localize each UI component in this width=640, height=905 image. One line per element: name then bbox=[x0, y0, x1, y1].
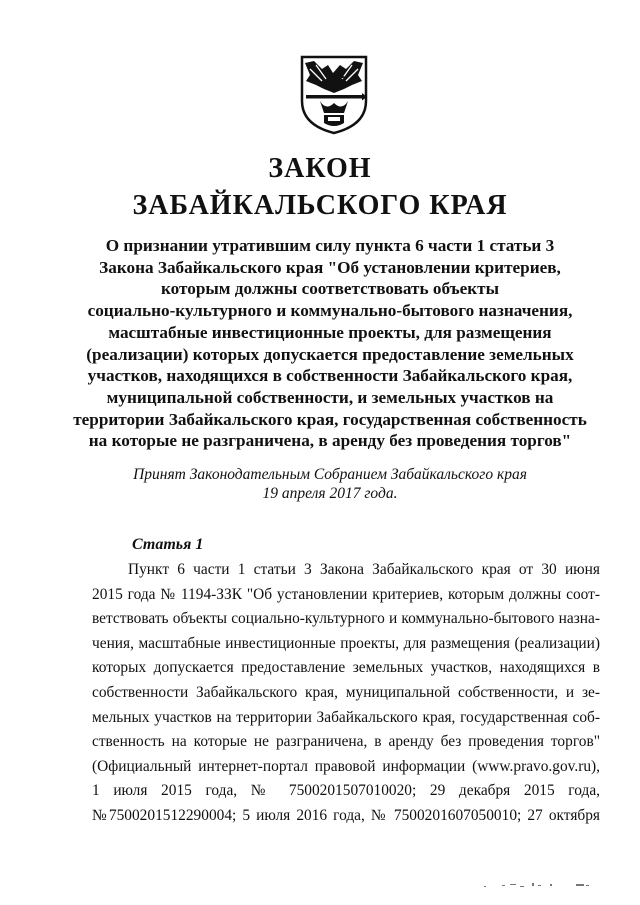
article-line: которых допускается предоставление земельных участков, находящихся в bbox=[92, 659, 600, 677]
article-line: ветствовать объекты социально-культурного и коммунально-бытового назна- bbox=[92, 610, 600, 628]
article-line: (Официальный интернет-портал правовой информации (www.pravo.gov.ru), bbox=[92, 757, 600, 775]
law-subtitle bbox=[60, 235, 600, 452]
subtitle-line: муниципальной собственности, и земельных участков на bbox=[106, 387, 554, 407]
article-line: чения, масштабные инвестиционные проекты, для размещения (реализации) bbox=[92, 634, 600, 652]
subtitle-line: на которые не разграничена, в аренду без проведения торгов" bbox=[88, 431, 572, 451]
adoption-date: 19 апреля 2017 года. bbox=[262, 485, 398, 502]
subtitle-line: территории Забайкальского края, государственная собственность bbox=[73, 409, 587, 429]
coat-of-arms-eagle-icon bbox=[300, 55, 368, 135]
adoption-note bbox=[60, 465, 600, 503]
subtitle-line: которым должны соответствовать объекты bbox=[160, 279, 500, 299]
subtitle-line: участков, находящихся в собственности Забайкальского края, bbox=[87, 366, 573, 386]
scan-noise-marks bbox=[480, 882, 600, 890]
article-line: собственности Забайкальского края, муниципальной собственности, и зе- bbox=[92, 683, 600, 701]
article-body bbox=[92, 558, 600, 829]
subtitle-line: Закона Забайкальского края "Об установлении критериев, bbox=[99, 257, 561, 277]
adoption-line: Принят Законодательным Собранием Забайкальского края bbox=[133, 466, 527, 483]
article-line: мельных участков на территории Забайкальского края, государственная соб- bbox=[92, 708, 600, 726]
article-line: 2015 года № 1194-ЗЗК "Об установлении критериев, которым должны соот- bbox=[92, 585, 600, 603]
subtitle-line: (реализации) которых допускается предоставление земельных bbox=[86, 344, 574, 364]
subtitle-line: социально-культурного и коммунально-бытового назначения, bbox=[87, 301, 573, 321]
law-region-title: ЗАБАЙКАЛЬСКОГО КРАЯ bbox=[132, 190, 508, 221]
article-line: Пункт 6 части 1 статьи 3 Закона Забайкальского края от 30 июня bbox=[128, 561, 600, 578]
law-title: ЗАКОН bbox=[268, 153, 372, 184]
article-line: ственность на которые не разграничена, в аренду без проведения торгов" bbox=[92, 733, 600, 751]
article-line: 1 июля 2015 года, № 7500201507010020; 29 декабря 2015 года, bbox=[92, 782, 600, 800]
subtitle-line: масштабные инвестиционные проекты, для размещения bbox=[108, 322, 552, 342]
subtitle-line: О признании утратившим силу пункта 6 части 1 статьи 3 bbox=[105, 236, 555, 255]
article-heading: Статья 1 bbox=[132, 536, 204, 553]
article-line: №7500201512290004; 5 июля 2016 года, № 7500201607050010; 27 октября bbox=[92, 806, 600, 824]
